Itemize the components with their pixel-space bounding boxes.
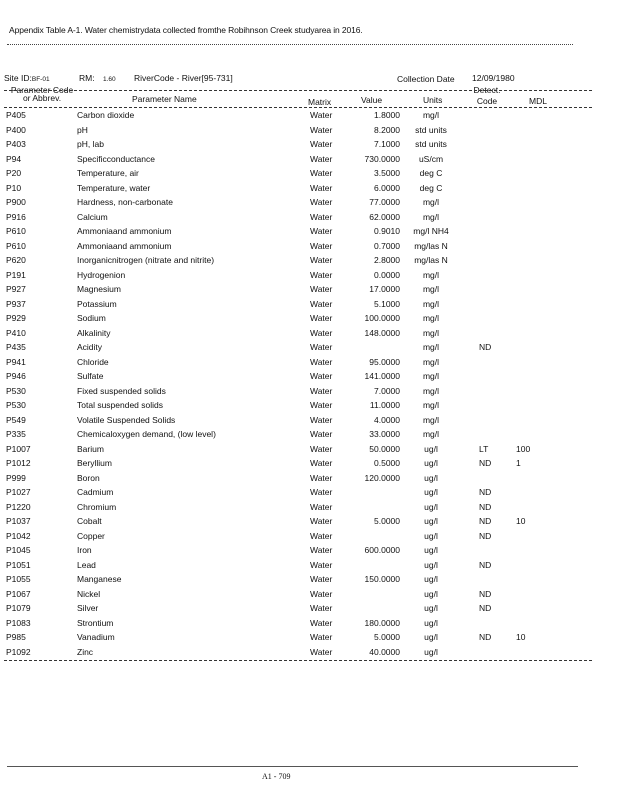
row-code: P1055 [6, 574, 31, 584]
row-code: P403 [6, 139, 26, 149]
table-row [0, 415, 618, 430]
row-matrix: Water [310, 487, 333, 497]
row-matrix: Water [310, 139, 333, 149]
row-matrix: Water [310, 429, 333, 439]
row-parameter-name: Volatile Suspended Solids [77, 414, 176, 425]
col-header-value: Value [361, 95, 383, 105]
row-units: ug/l [424, 559, 438, 570]
row-detect-code: ND [479, 487, 492, 497]
row-parameter-name: Temperature, air [77, 168, 139, 178]
row-matrix: Water [310, 559, 333, 570]
col-header-detect [472, 86, 502, 105]
row-units: mg/l [422, 269, 440, 280]
site-id [4, 73, 50, 83]
row-matrix: Water [310, 414, 333, 425]
row-value: 4.0000 [374, 414, 400, 425]
table-bottom-rule [4, 660, 592, 661]
col-header-mdl: MDL [529, 96, 547, 106]
row-parameter-name: Silver [77, 603, 99, 613]
row-code: P405 [6, 110, 26, 120]
row-code: P1007 [6, 443, 31, 454]
row-units: ug/l [424, 501, 438, 512]
row-units: ug/l [424, 574, 438, 584]
row-detect-code: ND [479, 458, 492, 468]
row-units: mg/las N [414, 255, 448, 265]
row-parameter-name: Boron [77, 472, 100, 483]
row-units: mg/l [422, 356, 440, 367]
row-value: 0.9010 [374, 226, 400, 236]
table-row [0, 241, 618, 256]
row-value: 6.0000 [374, 182, 400, 193]
rm-value: 1.60 [102, 76, 116, 83]
row-value: 120.0000 [364, 472, 400, 483]
table-row [0, 618, 618, 633]
row-parameter-name: pH, lab [77, 139, 104, 149]
row-matrix: Water [310, 545, 333, 555]
river-mile [79, 73, 116, 83]
footer-rule [7, 766, 578, 767]
row-parameter-name: Magnesium [77, 284, 121, 294]
row-value: 730.0000 [364, 153, 400, 164]
row-detect-code: LT [479, 443, 489, 454]
row-parameter-name: Inorganicnitrogen (nitrate and nitrite) [77, 255, 215, 265]
row-units: mg/l [422, 385, 440, 396]
row-code: P20 [6, 168, 22, 178]
table-row [0, 357, 618, 372]
row-units: ug/l [424, 646, 438, 657]
row-units: mg/l [422, 371, 440, 381]
row-matrix: Water [310, 530, 333, 541]
row-matrix: Water [310, 327, 333, 338]
row-code: P1042 [6, 530, 31, 541]
table-row [0, 197, 618, 212]
row-value: 77.0000 [369, 197, 400, 207]
table-row [0, 299, 618, 314]
row-parameter-name: Temperature, water [77, 182, 151, 193]
row-value: 50.0000 [369, 443, 400, 454]
table-row [0, 371, 618, 386]
row-code: P400 [6, 124, 26, 135]
row-matrix: Water [310, 168, 333, 178]
table-row [0, 589, 618, 604]
row-units: ug/l [424, 617, 438, 628]
row-units: ug/l [424, 545, 438, 555]
row-code: P94 [6, 153, 22, 164]
row-units: std units [415, 139, 447, 149]
row-units: ug/l [424, 458, 438, 468]
col-header-matrix: Matrix [308, 97, 332, 107]
row-units: mg/l [422, 327, 440, 338]
river-code: RiverCode - River[95-731] [134, 73, 233, 83]
row-matrix: Water [310, 153, 333, 164]
row-code: P610 [6, 226, 26, 236]
row-matrix: Water [310, 385, 333, 396]
row-matrix: Water [310, 458, 333, 468]
table-row [0, 284, 618, 299]
table-row [0, 444, 618, 459]
row-matrix: Water [310, 197, 333, 207]
row-units: mg/l [422, 298, 440, 309]
collection-date-value: 12/09/1980 [472, 73, 515, 83]
row-code: P1079 [6, 603, 31, 613]
col-header-code-line1: Parameter Code [10, 85, 74, 95]
row-parameter-name: Chromium [77, 501, 117, 512]
row-matrix: Water [310, 603, 333, 613]
row-parameter-name: Calcium [77, 211, 108, 222]
row-detect-code: ND [479, 603, 492, 613]
row-parameter-name: Sodium [77, 313, 106, 323]
row-value: 141.0000 [364, 371, 400, 381]
row-code: P620 [6, 255, 26, 265]
table-row [0, 139, 618, 154]
row-matrix: Water [310, 255, 333, 265]
row-units: std units [415, 124, 447, 135]
row-value: 600.0000 [364, 545, 400, 555]
row-matrix: Water [310, 588, 333, 599]
row-units: deg C [419, 168, 443, 178]
table-row [0, 328, 618, 343]
row-parameter-name: Lead [77, 559, 96, 570]
table-row [0, 154, 618, 169]
row-parameter-name: Ammoniaand ammonium [77, 240, 172, 251]
row-value: 2.8000 [374, 255, 400, 265]
row-code: P941 [6, 356, 26, 367]
row-matrix: Water [310, 516, 333, 526]
row-parameter-name: Strontium [77, 617, 114, 628]
row-value: 5.1000 [374, 298, 400, 309]
row-matrix: Water [310, 313, 333, 323]
row-parameter-name: Total suspended solids [77, 400, 164, 410]
table-row [0, 458, 618, 473]
row-value: 5.0000 [374, 516, 400, 526]
row-value: 95.0000 [369, 356, 400, 367]
table-row [0, 647, 618, 662]
row-units: uS/cm [418, 153, 444, 164]
site-id-value: BF-01 [31, 76, 50, 83]
row-matrix: Water [310, 371, 333, 381]
row-units: mg/l NH4 [413, 226, 449, 236]
row-code: P946 [6, 371, 26, 381]
row-matrix: Water [310, 617, 333, 628]
table-row [0, 400, 618, 415]
row-detect-code: ND [479, 530, 492, 541]
row-value: 7.1000 [374, 139, 400, 149]
row-parameter-name: Cadmium [77, 487, 114, 497]
row-code: P530 [6, 385, 26, 396]
row-value: 0.5000 [374, 458, 400, 468]
row-matrix: Water [310, 632, 333, 642]
table-row [0, 560, 618, 575]
header-rule-top [4, 90, 592, 91]
row-code: P610 [6, 240, 26, 251]
table-row [0, 429, 618, 444]
row-matrix: Water [310, 110, 333, 120]
col-header-name: Parameter Name [132, 94, 197, 104]
row-units: ug/l [424, 472, 438, 483]
row-code: P410 [6, 327, 26, 338]
table-row [0, 255, 618, 270]
table-title: Appendix Table A-1. Water chemistrydata collected fromthe Robihnson Creek studyarea in 2016. [9, 25, 363, 35]
row-parameter-name: Beryllium [77, 458, 112, 468]
table-row [0, 574, 618, 589]
row-matrix: Water [310, 646, 333, 657]
row-units: mg/las N [414, 240, 448, 251]
row-parameter-name: Zinc [77, 646, 94, 657]
row-units: ug/l [424, 530, 438, 541]
row-units: ug/l [424, 443, 438, 454]
table-row [0, 487, 618, 502]
row-matrix: Water [310, 501, 333, 512]
row-parameter-name: Alkalinity [77, 327, 111, 338]
row-parameter-name: Hydrogenion [77, 269, 126, 280]
row-parameter-name: Specificconductance [77, 153, 155, 164]
row-code: P1037 [6, 516, 31, 526]
table-row [0, 502, 618, 517]
row-parameter-name: Copper [77, 530, 105, 541]
row-value: 8.2000 [374, 124, 400, 135]
row-value: 5.0000 [374, 632, 400, 642]
row-parameter-name: Potassium [77, 298, 117, 309]
header-rule-bottom [4, 107, 592, 108]
row-units: mg/l [422, 313, 440, 323]
table-row [0, 632, 618, 647]
row-value: 17.0000 [369, 284, 400, 294]
row-units: mg/l [422, 110, 440, 120]
row-value: 40.0000 [369, 646, 400, 657]
title-separator [7, 44, 573, 45]
row-code: P1045 [6, 545, 31, 555]
row-code: P1067 [6, 588, 31, 599]
row-matrix: Water [310, 226, 333, 236]
row-code: P999 [6, 472, 26, 483]
row-matrix: Water [310, 124, 333, 135]
row-units: mg/l [422, 342, 440, 352]
table-row [0, 516, 618, 531]
row-detect-code: ND [479, 588, 492, 599]
row-parameter-name: Chloride [77, 356, 109, 367]
row-value: 0.0000 [374, 269, 400, 280]
row-code: P1027 [6, 487, 31, 497]
row-value: 62.0000 [369, 211, 400, 222]
row-detect-code: ND [479, 559, 492, 570]
table-row [0, 313, 618, 328]
collection-date-label: Collection Date [397, 74, 455, 84]
row-parameter-name: Fixed suspended solids [77, 385, 166, 396]
row-matrix: Water [310, 211, 333, 222]
row-units: mg/l [422, 400, 440, 410]
table-row [0, 386, 618, 401]
row-matrix: Water [310, 400, 333, 410]
row-units: ug/l [424, 588, 438, 599]
row-matrix: Water [310, 284, 333, 294]
row-value: 33.0000 [369, 429, 400, 439]
row-parameter-name: Iron [77, 545, 92, 555]
row-code: P900 [6, 197, 26, 207]
row-mdl: 1 [516, 458, 521, 468]
row-code: P1220 [6, 501, 31, 512]
row-value: 180.0000 [364, 617, 400, 628]
row-matrix: Water [310, 574, 333, 584]
table-row [0, 125, 618, 140]
row-value: 7.0000 [374, 385, 400, 396]
row-units: mg/l [422, 211, 440, 222]
row-code: P1083 [6, 617, 31, 628]
row-value: 3.5000 [374, 168, 400, 178]
row-parameter-name: Acidity [77, 342, 103, 352]
row-mdl: 10 [516, 516, 526, 526]
row-units: deg C [419, 182, 443, 193]
row-parameter-name: Vanadium [77, 632, 115, 642]
row-matrix: Water [310, 342, 333, 352]
row-parameter-name: Barium [77, 443, 104, 454]
row-units: mg/l [422, 414, 440, 425]
table-row [0, 603, 618, 618]
row-code: P937 [6, 298, 26, 309]
row-units: mg/l [422, 429, 440, 439]
row-mdl: 10 [516, 632, 526, 642]
row-detect-code: ND [479, 342, 492, 352]
table-row [0, 270, 618, 285]
row-detect-code: ND [479, 632, 492, 642]
row-value: 148.0000 [364, 327, 400, 338]
row-code: P985 [6, 632, 26, 642]
col-header-detect-line2: Code [476, 96, 498, 106]
table-row [0, 110, 618, 125]
table-row [0, 342, 618, 357]
table-row [0, 226, 618, 241]
row-value: 150.0000 [364, 574, 400, 584]
row-parameter-name: pH [77, 124, 88, 135]
row-units: mg/l [422, 197, 440, 207]
row-value: 100.0000 [364, 313, 400, 323]
row-units: mg/l [422, 284, 440, 294]
row-matrix: Water [310, 472, 333, 483]
row-detect-code: ND [479, 501, 492, 512]
row-code: P549 [6, 414, 26, 425]
row-matrix: Water [310, 356, 333, 367]
row-detect-code: ND [479, 516, 492, 526]
row-parameter-name: Chemicaloxygen demand, (low level) [77, 429, 216, 439]
row-code: P916 [6, 211, 26, 222]
row-parameter-name: Ammoniaand ammonium [77, 226, 172, 236]
page-number: A1 - 709 [262, 772, 291, 781]
table-row [0, 545, 618, 560]
row-parameter-name: Hardness, non-carbonate [77, 197, 173, 207]
row-code: P927 [6, 284, 26, 294]
site-id-label: Site ID: [4, 73, 32, 83]
row-code: P335 [6, 429, 26, 439]
row-parameter-name: Sulfate [77, 371, 104, 381]
table-row [0, 212, 618, 227]
row-units: ug/l [424, 487, 438, 497]
row-matrix: Water [310, 269, 333, 280]
row-code: P435 [6, 342, 26, 352]
row-matrix: Water [310, 182, 333, 193]
row-value: 0.7000 [374, 240, 400, 251]
row-matrix: Water [310, 443, 333, 454]
row-value: 11.0000 [369, 400, 400, 410]
row-units: ug/l [424, 516, 438, 526]
row-units: ug/l [424, 632, 438, 642]
row-code: P1012 [6, 458, 31, 468]
row-parameter-name: Manganese [77, 574, 122, 584]
rm-label: RM: [79, 73, 95, 83]
row-code: P1051 [6, 559, 31, 570]
row-parameter-name: Carbon dioxide [77, 110, 135, 120]
col-header-detect-line1: Detect. [473, 85, 501, 95]
row-code: P191 [6, 269, 26, 280]
row-code: P1092 [6, 646, 31, 657]
row-mdl: 100 [516, 443, 531, 454]
row-units: ug/l [424, 603, 438, 613]
table-row [0, 531, 618, 546]
row-value: 1.8000 [374, 110, 400, 120]
row-parameter-name: Cobalt [77, 516, 102, 526]
table-row [0, 168, 618, 183]
table-row [0, 183, 618, 198]
row-code: P929 [6, 313, 26, 323]
row-matrix: Water [310, 240, 333, 251]
col-header-code-line2: or Abbrev. [22, 93, 62, 103]
row-code: P10 [6, 182, 22, 193]
row-matrix: Water [310, 298, 333, 309]
row-parameter-name: Nickel [77, 588, 101, 599]
col-header-code [6, 86, 78, 102]
row-code: P530 [6, 400, 26, 410]
table-row [0, 473, 618, 488]
col-header-units: Units [423, 95, 443, 105]
